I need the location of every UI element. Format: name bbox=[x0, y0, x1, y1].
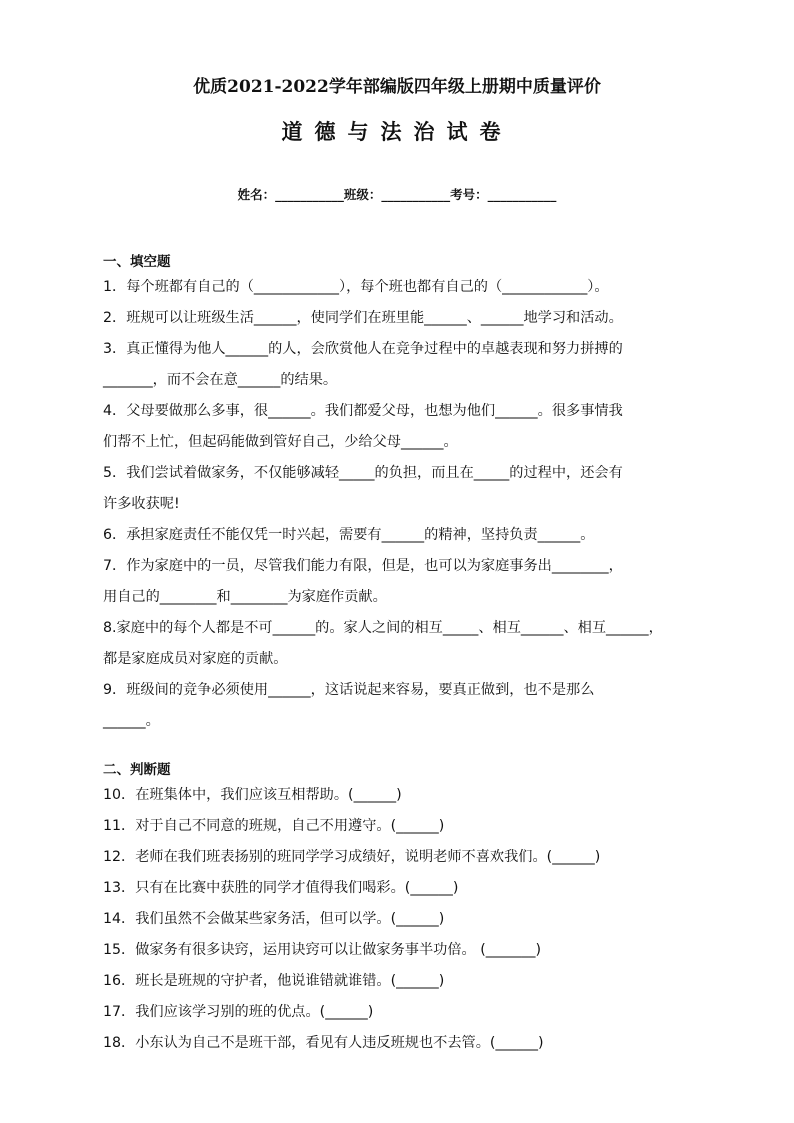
question-line: 5．我们尝试着做家务，不仅能够减轻_____的负担，而且在_____的过程中，还会有 bbox=[103, 465, 623, 481]
question-line: 16．班长是班规的守护者，他说谁错就谁错。(______) bbox=[103, 973, 445, 989]
question-line: 13．只有在比赛中获胜的同学才值得我们喝彩。(______) bbox=[103, 880, 459, 896]
question-line: 14．我们虽然不会做某些家务活，但可以学。(______) bbox=[103, 911, 445, 927]
question-line: 10．在班集体中，我们应该互相帮助。(______) bbox=[103, 787, 402, 803]
question-line: 2．班规可以让班级生活______，使同学们在班里能______、______地学习和活动。 bbox=[103, 310, 623, 326]
question-line: 3．真正懂得为他人______的人，会欣赏他人在竞争过程中的卓越表现和努力拼搏的 bbox=[103, 341, 623, 357]
question-line: _______，而不会在意______的结果。 bbox=[103, 372, 338, 388]
question-line: 7．作为家庭中的一员，尽管我们能力有限，但是，也可以为家庭事务出________， bbox=[103, 558, 623, 574]
question-line: 用自己的________和________为家庭作贡献。 bbox=[103, 589, 387, 605]
question-line: 18．小东认为自己不是班干部，看见有人违反班规也不去管。(______) bbox=[103, 1035, 544, 1051]
question-line: ______。 bbox=[103, 713, 160, 729]
question-line: 17．我们应该学习别的班的优点。(______) bbox=[103, 1004, 374, 1020]
question-line: 都是家庭成员对家庭的贡献。 bbox=[103, 651, 288, 667]
question-line: 6．承担家庭责任不能仅凭一时兴起，需要有______的精神，坚持负责______。 bbox=[103, 527, 595, 543]
question-line: 许多收获呢! bbox=[103, 496, 180, 512]
question-line: 们帮不上忙，但起码能做到管好自己，少给父母______。 bbox=[103, 434, 458, 450]
question-line: 1．每个班都有自己的（____________），每个班也都有自己的（____________）。 bbox=[103, 279, 609, 295]
question-line: 12．老师在我们班表扬别的班同学学习成绩好，说明老师不喜欢我们。(______) bbox=[103, 849, 601, 865]
section-heading-fill-in: 一、填空题 bbox=[103, 254, 171, 270]
question-line: 9．班级间的竞争必须使用______，这话说起来容易，要真正做到，也不是那么 bbox=[103, 682, 595, 698]
exam-title: 优质2021-2022学年部编版四年级上册期中质量评价 bbox=[193, 77, 601, 97]
question-line: 15．做家务有很多诀窍，运用诀窍可以让做家务事半功倍。 (_______) bbox=[103, 942, 541, 958]
question-line: 11．对于自己不同意的班规，自己不用遵守。(______) bbox=[103, 818, 445, 834]
exam-subtitle: 道德与法治试卷 bbox=[281, 119, 513, 144]
section-heading-true-false: 二、判断题 bbox=[103, 762, 171, 778]
student-info-line: 姓名：___________班级：___________考号：___________ bbox=[237, 187, 557, 202]
question-line: 4．父母要做那么多事，很______。我们都爱父母，也想为他们______。很多事情我 bbox=[103, 403, 623, 419]
question-line: 8.家庭中的每个人都是不可______的。家人之间的相互_____、相互______、相互______， bbox=[103, 620, 663, 636]
